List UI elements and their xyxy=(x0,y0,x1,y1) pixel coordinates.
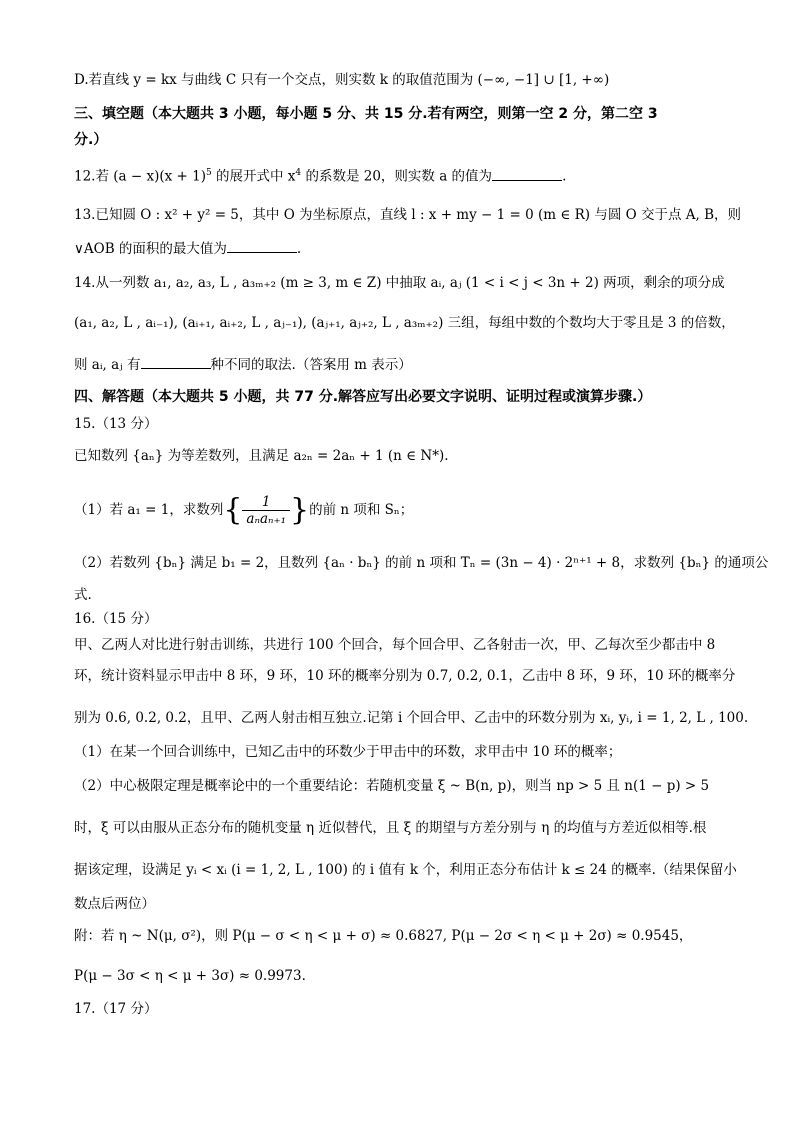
q12-text-a: 12.若 (a − x)(x + 1) xyxy=(74,168,206,185)
left-brace: { xyxy=(223,492,243,528)
question-16-stem-2: 环，统计资料显示甲击中 8 环，9 环，10 环的概率分别为 0.7, 0.2, 0.1，乙击中 8 环，9 环，10 环的概率分 xyxy=(74,668,736,684)
question-16-part-1: （1）在某一个回合训练中，已知乙击中的环数少于甲击中的环数，求甲击中 10 环的概率； xyxy=(74,744,622,760)
q12-text-c: 的展开式中 x xyxy=(211,168,296,185)
q12-text-e: 的系数是 20，则实数 a 的值为 xyxy=(301,168,493,185)
right-brace: } xyxy=(290,492,310,528)
question-16-stem-3: 别为 0.6, 0.2, 0.2，且甲、乙两人射击相互独立.记第 i 个回合甲、乙击中的环数分别为 xᵢ, yᵢ, i = 1, 2, L , 100. xyxy=(74,710,749,726)
question-16-part-2-cont-2: 据该定理，设满足 yᵢ < xᵢ (i = 1, 2, L , 100) 的 i 值有 k 个，利用正态分布估计 k ≤ 24 的概率.（结果保留小 xyxy=(74,862,737,878)
question-15-header: 15.（13 分） xyxy=(74,416,158,432)
question-15-stem: 已知数列 {aₙ} 为等差数列，且满足 a₂ₙ = 2aₙ + 1 (n ∈ N*). xyxy=(74,448,449,464)
q13-text-a: ∨AOB 的面积的最大值为 xyxy=(74,241,227,257)
question-13: 13.已知圆 O : x² + y² = 5，其中 O 为坐标原点，直线 l : x + my − 1 = 0 (m ∈ R) 与圆 O 交于点 A, B，则 xyxy=(74,207,742,223)
question-15-part-2: （2）若数列 {bₙ} 满足 b₁ = 2，且数列 {aₙ · bₙ} 的前 n 项和 Tₙ = (3n − 4) · 2ⁿ⁺¹ + 8，求数列 {bₙ} 的通项公 xyxy=(74,555,769,571)
q13-text-b: . xyxy=(296,241,302,257)
q15-1-text-a: （1）若 a₁ = 1，求数列 xyxy=(74,502,224,518)
q14-text-b: 种不同的取法.（答案用 m 表示） xyxy=(210,357,412,373)
question-13-cont xyxy=(74,238,722,259)
question-12 xyxy=(74,163,722,187)
question-14-end xyxy=(74,354,722,375)
question-15-part-1 xyxy=(74,490,722,531)
q14-text-a: 则 aᵢ, aⱼ 有 xyxy=(74,357,141,373)
question-14: 14.从一列数 a₁, a₂, a₃, L , a₃ₘ₊₂ (m ≥ 3, m ∈ Z) 中抽取 aᵢ, aⱼ (1 < i < j < 3n + 2) 两项，剩余的项分成 xyxy=(74,275,725,291)
question-14-cont: (a₁, a₂, L , aᵢ₋₁), (aᵢ₊₁, aᵢ₊₂, L , aⱼ₋₁), (aⱼ₊₁, aⱼ₊₂, L , a₃ₘ₊₂) 三组，每组中数的个数均大于零且是 3 的倍数， xyxy=(74,315,735,331)
question-16-stem-1: 甲、乙两人对比进行射击训练，共进行 100 个回合，每个回合甲、乙各射击一次，甲、乙每次至少都击中 8 xyxy=(74,637,716,653)
q14-answer-blank[interactable] xyxy=(141,354,211,369)
section-three-heading-cont: 分.） xyxy=(74,132,108,148)
question-17-header: 17.（17 分） xyxy=(74,1001,158,1017)
section-three-heading: 三、填空题（本大题共 3 小题，每小题 5 分、共 15 分.若有两空，则第一空 2 分，第二空 3 xyxy=(74,106,658,122)
question-16-part-2: （2）中心极限定理是概率论中的一个重要结论：若随机变量 ξ ~ B(n, p)，则当 np > 5 且 n(1 − p) > 5 xyxy=(74,778,710,794)
question-16-part-2-cont-3: 数点后两位） xyxy=(74,896,155,912)
fraction-numerator: 1 xyxy=(242,494,290,511)
appendix-line-2: P(μ − 3σ < η < μ + 3σ) ≈ 0.9973. xyxy=(74,968,306,984)
option-d: D.若直线 y = kx 与曲线 C 只有一个交点，则实数 k 的取值范围为 (−∞, −1] ∪ [1, +∞) xyxy=(74,72,610,88)
q12-answer-blank[interactable] xyxy=(492,166,562,181)
q13-answer-blank[interactable] xyxy=(227,238,297,253)
q12-exp-a: 5 xyxy=(205,168,212,178)
fraction-denominator: aₙaₙ₊₁ xyxy=(246,511,286,527)
question-15-part-2-cont: 式. xyxy=(74,587,92,603)
q12-text-f: . xyxy=(562,168,567,185)
appendix-line-1: 附：若 η ~ N(μ, σ²)，则 P(μ − σ < η < μ + σ) ≈ 0.6827, P(μ − 2σ < η < μ + 2σ) ≈ 0.9545， xyxy=(74,928,693,944)
q15-1-text-b: 的前 n 项和 Sₙ； xyxy=(309,502,414,518)
question-16-part-2-cont-1: 时，ξ 可以由服从正态分布的随机变量 η 近似替代，且 ξ 的期望与方差分别与 η 的均值与方差近似相等.根 xyxy=(74,820,707,836)
fraction xyxy=(242,494,290,527)
section-four-heading: 四、解答题（本大题共 5 小题，共 77 分.解答应写出必要文字说明、证明过程或演算步骤.） xyxy=(74,389,652,405)
q12-exp-b: 4 xyxy=(295,168,302,178)
question-16-header: 16.（15 分） xyxy=(74,611,158,627)
